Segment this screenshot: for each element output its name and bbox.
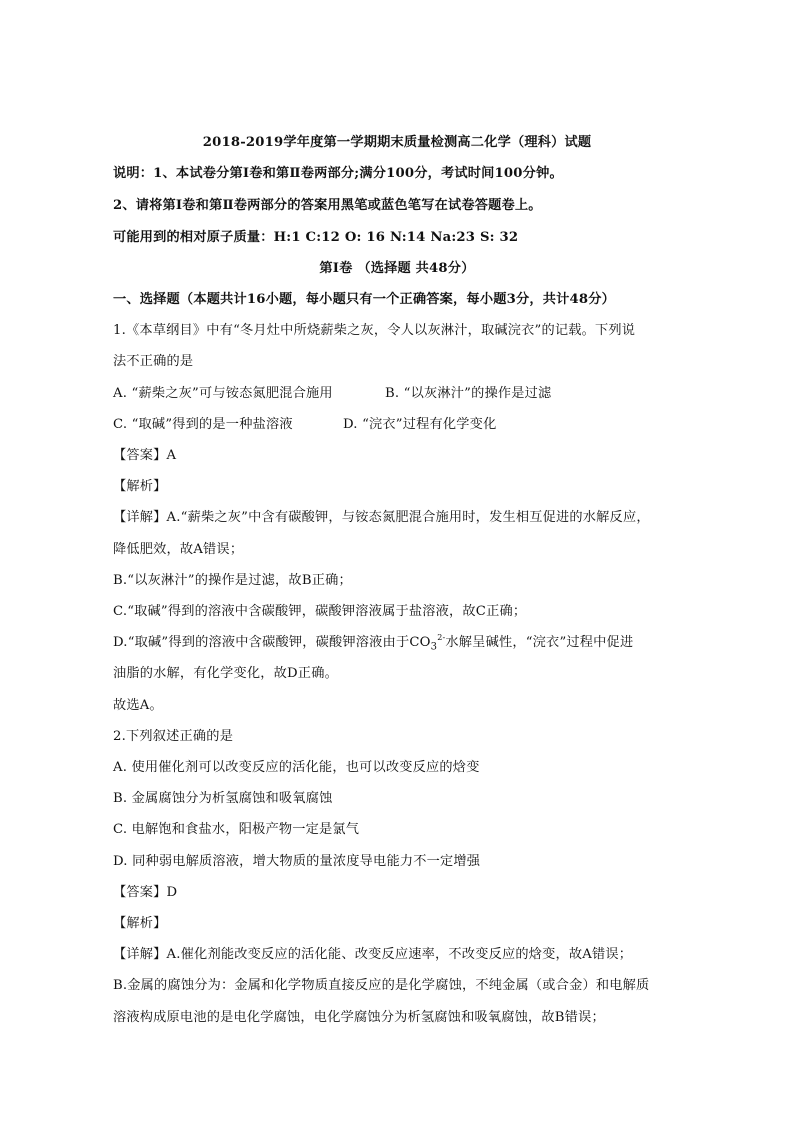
q1-option-b: B. “以灰淋汁”的操作是过滤 xyxy=(385,386,552,401)
q2-detail-line-3: 溶液构成原电池的是电化学腐蚀，电化学腐蚀分为析氢腐蚀和吸氧腐蚀，故B错误； xyxy=(113,1010,605,1025)
atomic-masses: 可能用到的相对原子质量：H:1 C:12 O: 16 N:14 Na:23 S: 32 xyxy=(113,230,519,245)
q1-analysis-label: 【解析】 xyxy=(113,479,167,494)
q2-stem: 2.下列叙述正确的是 xyxy=(113,729,234,744)
q1-detail-line-4: C.“取碱”得到的溶液中含碳酸钾，碳酸钾溶液属于盐溶液，故C正确； xyxy=(113,604,527,619)
q1-option-d: D. “浣衣”过程有化学变化 xyxy=(343,417,497,432)
q1-answer: 【答案】A xyxy=(113,448,177,463)
q1-detail-line-6: 油脂的水解，有化学变化，故D正确。 xyxy=(113,666,338,681)
q1-stem-line-1: 1.《本草纲目》中有“冬月灶中所烧薪柴之灰，令人以灰淋汁，取碱浣衣”的记载。下列说 xyxy=(113,323,636,338)
q1-options-cd xyxy=(113,415,693,435)
q1-detail-line-3: B.“以灰淋汁”的操作是过滤，故B正确； xyxy=(113,573,352,588)
q2-answer: 【答案】D xyxy=(113,885,178,900)
exam-note-2: 2、请将第Ⅰ卷和第Ⅱ卷两部分的答案用黑笔或蓝色笔写在试卷答题卷上。 xyxy=(113,198,542,213)
q2-analysis-label: 【解析】 xyxy=(113,916,167,931)
carbonate-subscript: 3 xyxy=(430,641,438,653)
q1-conclusion: 故选A。 xyxy=(113,698,163,713)
q1-option-a: A. “薪柴之灰”可与铵态氮肥混合施用 xyxy=(113,386,333,401)
q1-options-ab xyxy=(113,384,693,404)
section-instruction: 一、选择题（本题共计16小题，每小题只有一个正确答案，每小题3分，共计48分） xyxy=(113,292,616,307)
q2-detail-line-1: 【详解】A.催化剂能改变反应的活化能、改变反应速率，不改变反应的焓变，故A错误； xyxy=(113,947,633,962)
q2-option-a: A. 使用催化剂可以改变反应的活化能，也可以改变反应的焓变 xyxy=(113,760,480,775)
q1-detail-line-1: 【详解】A.“薪柴之灰”中含有碳酸钾，与铵态氮肥混合施用时，发生相互促进的水解反应， xyxy=(113,510,650,525)
q2-option-c: C. 电解饱和食盐水，阳极产物一定是氯气 xyxy=(113,822,360,837)
carbonate-charge: 2- xyxy=(437,632,446,642)
section-title: 第Ⅰ卷 （选择题 共48分） xyxy=(319,261,475,276)
q2-option-b: B. 金属腐蚀分为析氢腐蚀和吸氧腐蚀 xyxy=(113,791,333,806)
exam-note-1: 说明：1、本试卷分第Ⅰ卷和第Ⅱ卷两部分;满分100分，考试时间100分钟。 xyxy=(113,166,563,181)
q1-detail-line-5-post: 水解呈碱性，“浣衣”过程中促进 xyxy=(445,635,634,650)
q1-detail-line-2: 降低肥效，故A错误； xyxy=(113,542,244,557)
q1-stem-line-2: 法不正确的是 xyxy=(113,354,194,369)
q1-detail-line-5-pre: D.“取碱”得到的溶液中含碳酸钾，碳酸钾溶液由于CO xyxy=(113,635,431,650)
q1-option-c: C. “取碱”得到的是一种盐溶液 xyxy=(113,417,293,432)
q2-detail-line-2: B.金属的腐蚀分为：金属和化学物质直接反应的是化学腐蚀，不纯金属（或合金）和电解质 xyxy=(113,978,650,993)
q2-option-d: D. 同种弱电解质溶液，增大物质的量浓度导电能力不一定增强 xyxy=(113,854,481,869)
q1-detail-line-5 xyxy=(113,633,693,658)
exam-title: 2018-2019学年度第一学期期末质量检测高二化学（理科）试题 xyxy=(202,135,592,150)
